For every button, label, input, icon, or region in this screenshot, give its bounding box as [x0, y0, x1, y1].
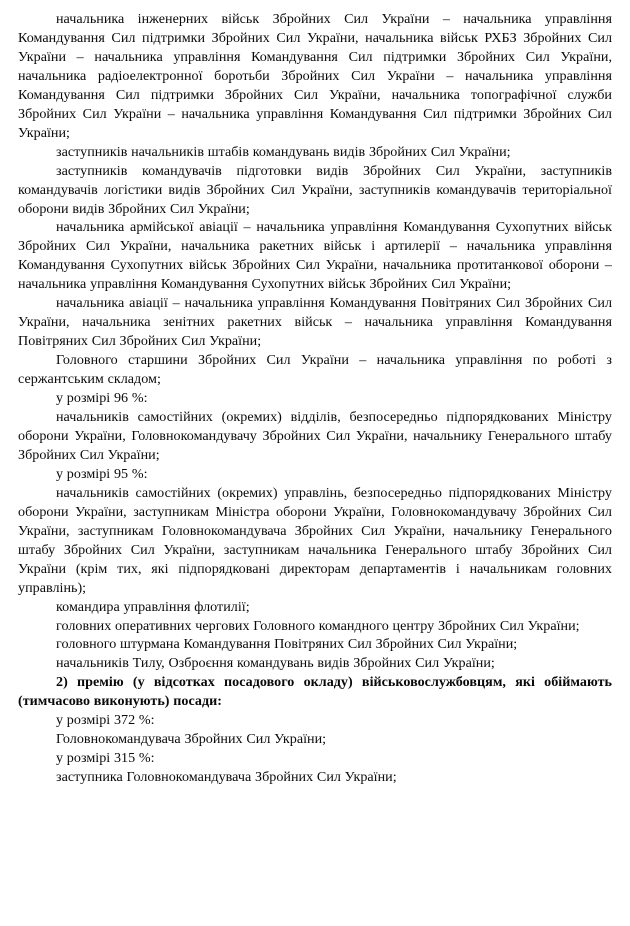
document-text-body — [18, 10, 612, 787]
paragraph: начальника авіації – начальника управління Командування Повітряних Сил Збройних Сил України, начальника зенітних ракетних військ – начальника управління Командування Повітряних Сил Збройних Сил України; — [18, 295, 612, 350]
paragraph-bold-clause — [18, 673, 612, 711]
paragraph: начальників самостійних (окремих) відділів, безпосередньо підпорядкованих Міністру оборони України, Головнокомандувачу Збройних Сил України, начальнику Генерального штабу Збройних Сил України; — [18, 409, 612, 463]
paragraph: заступників командувачів підготовки видів Збройних Сил України, заступників командувачів логістики видів Збройних Сил України, заступників командувачів територіальної оборони видів Збройних Сил України; — [18, 162, 612, 217]
paragraph: заступників начальників штабів командувань видів Збройних Сил України; — [56, 143, 511, 160]
paragraph: начальника інженерних військ Збройних Сил України – начальника управління Командування Сил підтримки Збройних Сил України, начальника військ РХБЗ Збройних Сил України – начальника управління Командування Сил підтримки Збройних Сил України, начальника радіоелектронної боротьби Збройних Сил України – начальника управління Командування Сил підтримки Збройних Сил України, начальника топографічної служби Збройних Сил України – начальника управління Командування Сил підтримки Збройних Сил України; — [18, 11, 612, 141]
paragraph-percent-value: у розмірі 95 %: — [56, 465, 148, 482]
paragraph: начальників Тилу, Озброєння командувань видів Збройних Сил України; — [56, 655, 495, 672]
paragraph: головного штурмана Командування Повітряних Сил Збройних Сил України; — [56, 636, 518, 653]
paragraph: заступника Головнокомандувача Збройних Сил України; — [56, 769, 397, 786]
clause-bold-text: 2) премію (у відсотках посадового окладу) військовослужбовцям, які обіймають (тимчасово виконують) посади: — [18, 674, 612, 710]
paragraph: головних оперативних чергових Головного командного центру Збройних Сил України; — [56, 617, 580, 634]
paragraph-percent-value: у розмірі 315 %: — [56, 750, 155, 767]
paragraph: начальника армійської авіації – начальника управління Командування Сухопутних військ Збройних Сил України, начальника ракетних військ і артилерії – начальника управління Командування Сухопутних військ Збройних Сил України, начальника протитанкової оборони – начальника управління Командування Сухопутних військ Збройних Сил України; — [18, 219, 612, 293]
paragraph-percent-value: у розмірі 372 %: — [56, 712, 155, 729]
paragraph: командира управління флотилії; — [56, 598, 250, 615]
paragraph-percent-value: у розмірі 96 %: — [56, 390, 148, 407]
paragraph: начальників самостійних (окремих) управлінь, безпосередньо підпорядкованих Міністру оборони України, заступникам Міністра оборони України, Головнокомандувачу Збройних Сил України, заступникам Головнокомандувача Збройних Сил України, начальнику Генерального штабу Збройних Сил України, заступникам начальника Генерального штабу Збройних Сил України (крім тих, які підпорядковані директорам департаментів і начальникам головних управлінь); — [18, 484, 612, 596]
paragraph: Головного старшини Збройних Сил України – начальника управління по роботі з сержантським складом; — [18, 352, 612, 388]
paragraph: Головнокомандувача Збройних Сил України; — [56, 731, 327, 748]
